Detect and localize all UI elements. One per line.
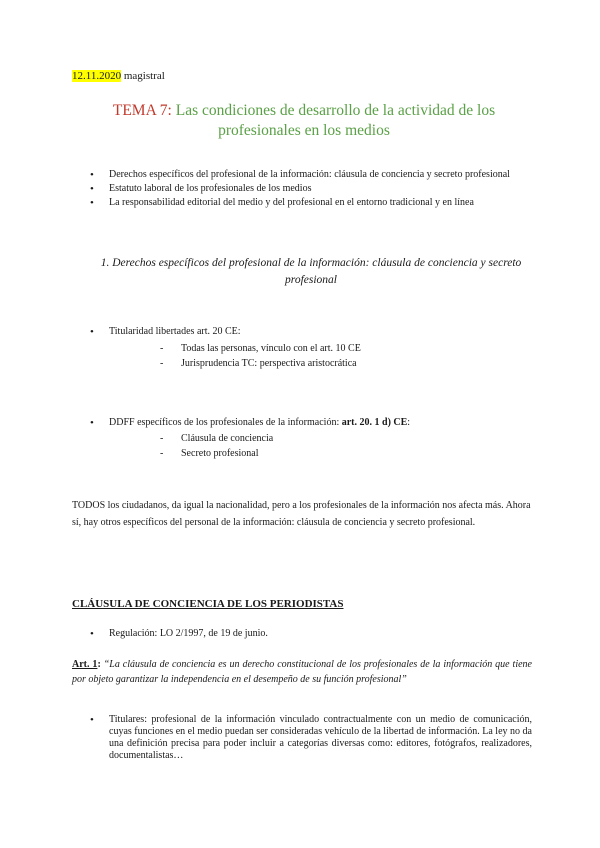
body-paragraph: TODOS los ciudadanos, da igual la nacionalidad, pero a los profesionales de la información nos afecta más. Ahora sí, hay otros específicos del personal de la información: cláusula de conciencia y secreto profesional. — [72, 500, 531, 528]
list-item — [90, 417, 520, 429]
ddff-article-ref: art. 20. 1 d) CE — [341, 417, 408, 428]
titularidad-list — [90, 326, 490, 338]
list-item: • Titularidad libertades art. 20 CE: — [90, 326, 490, 338]
title-text: Las condiciones de desarrollo de la actividad de los profesionales en los medios — [175, 102, 496, 139]
article-quote: “La cláusula de conciencia es un derecho constitucional de los profesionales de la información que tiene por objeto garantizar la independencia en el desempeño de su función profesional” — [72, 659, 532, 685]
titularidad-sublist — [160, 341, 490, 371]
ddff-sublist — [160, 431, 490, 461]
list-item: - Cláusula de conciencia — [160, 431, 490, 446]
page-title — [72, 101, 536, 141]
session-type: magistral — [123, 70, 165, 82]
list-item: - Todas las personas, vínculo con el art. 10 CE — [160, 341, 490, 356]
section-1-heading: 1. Derechos específicos del profesional de la información: cláusula de conciencia y secreto profesional — [100, 257, 522, 286]
list-item: - Jurisprudencia TC: perspectiva aristocrática — [160, 356, 490, 371]
date-line — [72, 70, 165, 82]
list-item: • Estatuto laboral de los profesionales de los medios — [90, 183, 522, 195]
list-item: • Regulación: LO 2/1997, de 19 de junio. — [90, 628, 490, 640]
list-item: • La responsabilidad editorial del medio y del profesional en el entorno tradicional y en línea — [90, 197, 522, 209]
regulation-list — [90, 628, 490, 640]
clausula-heading: CLÁUSULA DE CONCIENCIA DE LOS PERIODISTAS — [72, 598, 344, 610]
title-label: TEMA 7: — [112, 102, 172, 119]
ddff-label-suffix: : — [407, 417, 411, 428]
article-1-paragraph — [72, 657, 532, 687]
article-label: Art. 1 — [72, 659, 98, 670]
summary-list — [90, 169, 522, 211]
ddff-list — [90, 417, 520, 429]
list-item: - Secreto profesional — [160, 446, 490, 461]
list-item: • Titulares: profesional de la información vinculado contractualmente con un medio de comunicación, cuyas funciones en el medio puedan ser consideradas vehículo de la libertad de información. La ley no da una definición precisa para poder incluir a categorías diversas como: editores, fotógrafos, realizadores, documentalistas… — [90, 714, 532, 762]
titulares-list — [90, 714, 532, 762]
article-colon: : — [97, 659, 104, 670]
date-highlight: 12.11.2020 — [72, 70, 122, 82]
list-item: • Derechos específicos del profesional de la información: cláusula de conciencia y secreto profesional — [90, 169, 522, 181]
ddff-label-prefix: DDFF específicos de los profesionales de la información: — [109, 417, 342, 428]
